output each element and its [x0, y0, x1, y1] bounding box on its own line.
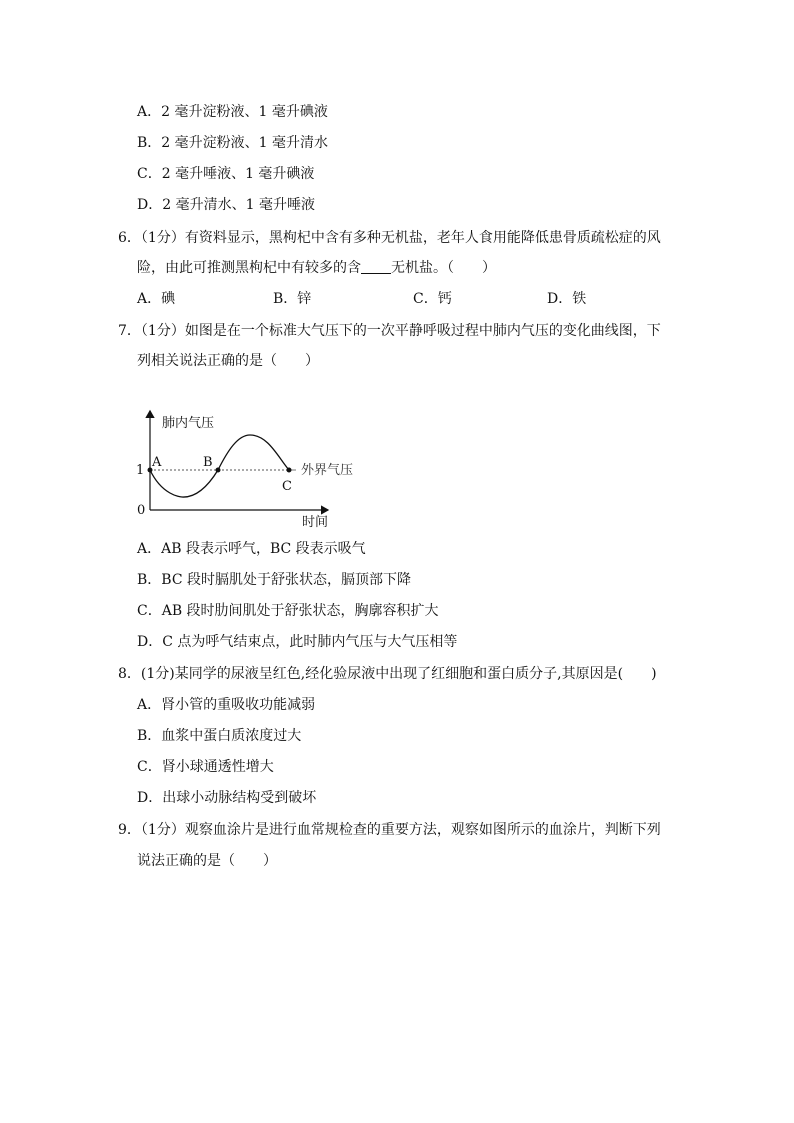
- reference-label: 外界气压: [301, 463, 354, 478]
- q8-option-d: D．出球小动脉结构受到破坏: [137, 790, 317, 806]
- point-a-label: A: [152, 455, 162, 470]
- q7-option-c: C．AB 段时肋间肌处于舒张状态，胸廓容积扩大: [137, 603, 439, 619]
- q6-stem-line2: [137, 258, 496, 278]
- q5-option-b: B．2 毫升淀粉液、1 毫升清水: [137, 135, 329, 151]
- answer-blank: [361, 259, 391, 274]
- q7-option-d: D．C 点为呼气结束点，此时肺内气压与大气压相等: [137, 634, 458, 650]
- q8-option-b: B．血浆中蛋白质浓度过大: [137, 728, 302, 744]
- q6-option-a: A．碘: [137, 291, 176, 307]
- q6-stem-text-b: 无机盐。（ ）: [391, 260, 496, 276]
- q5-option-a: A．2 毫升淀粉液、1 毫升碘液: [137, 104, 328, 120]
- q8-option-a: A．肾小管的重吸收功能减弱: [137, 697, 316, 713]
- q7-option-a: A．AB 段表示呼气，BC 段表示吸气: [137, 541, 366, 557]
- q6-option-b: B．锌: [273, 291, 312, 307]
- q8-stem-line1: 8．(1分)某同学的尿液呈红色,经化验尿液中出现了红细胞和蛋白质分子,其原因是( ): [118, 666, 657, 682]
- y-axis-label: 肺内气压: [162, 416, 215, 431]
- y-tick-0: 0: [137, 503, 146, 518]
- point-c-label: C: [282, 479, 292, 494]
- q7-stem-line2: 列相关说法正确的是（ ）: [137, 353, 319, 369]
- pressure-curve: [150, 435, 289, 497]
- q5-option-c: C．2 毫升唾液、1 毫升碘液: [137, 166, 315, 182]
- q5-option-d: D．2 毫升清水、1 毫升唾液: [137, 197, 315, 213]
- point-b: [216, 468, 221, 473]
- lung-pressure-chart: [128, 405, 368, 535]
- q6-stem-text-a: 险，由此可推测黑枸杞中有较多的含: [137, 260, 361, 276]
- q9-stem-line2: 说法正确的是（ ）: [137, 853, 277, 869]
- point-b-label: B: [203, 455, 213, 470]
- point-c: [287, 468, 292, 473]
- q7-option-b: B．BC 段时膈肌处于舒张状态，膈顶部下降: [137, 572, 411, 588]
- q6-option-d: D．铁: [547, 291, 587, 307]
- q6-stem-line1: 6．（1分）有资料显示，黑枸杞中含有多种无机盐，老年人食用能降低患骨质疏松症的风: [118, 230, 661, 246]
- x-axis-label: 时间: [302, 515, 329, 530]
- y-tick-1: 1: [136, 463, 145, 478]
- q9-stem-line1: 9．（1分）观察血涂片是进行血常规检查的重要方法，观察如图所示的血涂片，判断下列: [118, 822, 661, 838]
- q7-stem-line1: 7．（1分）如图是在一个标准大气压下的一次平静呼吸过程中肺内气压的变化曲线图，下: [118, 323, 661, 339]
- q8-option-c: C．肾小球通透性增大: [137, 759, 274, 775]
- q6-option-c: C．钙: [413, 291, 452, 307]
